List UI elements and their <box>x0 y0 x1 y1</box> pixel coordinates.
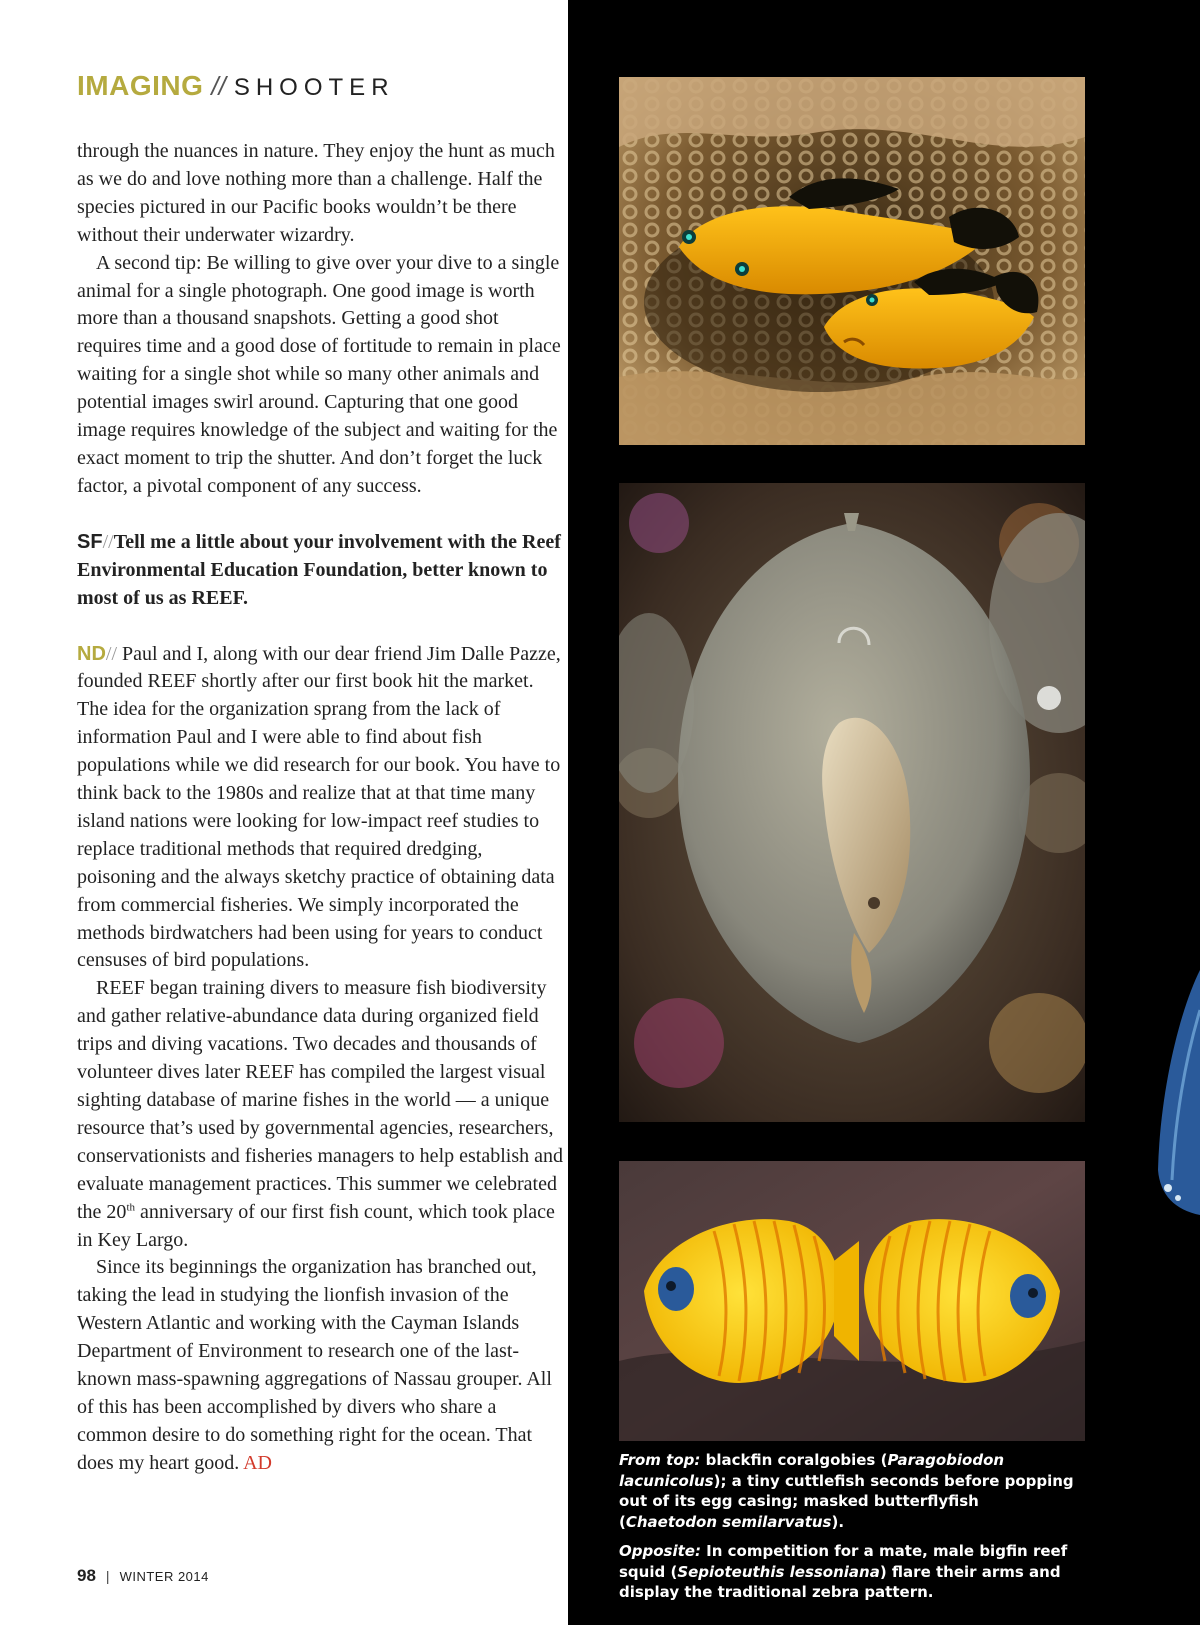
paragraph: A second tip: Be willing to give over your dive to a single animal for a single photograph. One good image is worth more than a thousand snapshots. Getting a good shot requires time and a good dose of fortitude to remain in place waiting for a single shot while so many other animals and potential images swirl around. Capturing that one good image requires knowledge of the subject and waiting for the exact moment to trip the shutter. And don’t forget the luck factor, a pivotal component of any success. <box>77 251 561 497</box>
footer-separator: | <box>105 1568 110 1584</box>
page-number: 98 <box>77 1566 96 1585</box>
question-slash: // <box>102 530 114 553</box>
cuttlefish-egg-image <box>619 483 1085 1122</box>
answer-text: REEF began training divers to measure fish biodiversity and gather relative-abundance data during organized field trips and diving vacations. Two decades and thousands of volunteer dives later REEF has compiled the largest visual sighting database of marine fishes in the world — a unique resource that’s used by governmental agencies, researchers, conservationists and fisheries managers to help establish and evaluate management practices. This summer we celebrated the 20 <box>77 977 563 1223</box>
photo-column <box>568 0 1200 1625</box>
ordinal-suffix: th <box>126 1200 135 1213</box>
photo-caption <box>619 1450 1079 1603</box>
issue-label: WINTER 2014 <box>119 1569 209 1584</box>
caption-from-top <box>619 1450 1079 1532</box>
interview-answer <box>77 641 565 976</box>
caption-text: In competition for a mate, male bigfin reef squid ( <box>619 1542 1068 1581</box>
caption-text: blackfin coralgobies ( <box>700 1451 888 1469</box>
species-name: Paragobiodon lacunicolus <box>619 1451 1005 1490</box>
paragraph <box>77 975 565 1254</box>
answer-text: Paul and I, along with our dear friend Jim Dalle Pazze, founded REEF shortly after our first book hit the market. The idea for the organization sprang from the lack of information Paul and I were able to find about fish populations while we did research for our book. You have to think back to the 1980s and realize that at that time many island nations were looking for low-impact reef studies to replace traditional methods that required dredging, poisoning and the always sketchy practice of obtaining data from commercial fisheries. We simply incorporated the methods birdwatchers had been using for years to conduct censuses of bird populations. <box>77 642 561 972</box>
species-name: Sepioteuthis lessoniana <box>677 1562 880 1581</box>
paragraph <box>77 1254 565 1477</box>
end-mark: AD <box>243 1451 272 1474</box>
species-name: Chaetodon semilarvatus <box>625 1512 832 1531</box>
caption-opposite <box>619 1541 1079 1603</box>
question-text: Tell me a little about your involvement with the Reef Environmental Education Foundation, better known to most of us as REEF. <box>77 530 561 609</box>
answer-slash: // <box>105 642 118 665</box>
answer-text: Since its beginnings the organization has branched out, taking the lead in studying the lionfish invasion of the Western Atlantic and working with the Cayman Islands Department of Environment to research one of the last-known mass-spawning aggregations of Nassau grouper. All of this has been accomplished by divers who share a common desire to do something right for the ocean. That does my heart good. <box>77 1256 552 1474</box>
coralgobies-photo <box>619 77 1085 445</box>
caption-text: ) flare their arms and display the traditional zebra pattern. <box>619 1562 1061 1601</box>
column-name: SHOOTER <box>233 74 395 101</box>
question-marker: SF <box>77 530 103 553</box>
interview-question <box>77 529 565 613</box>
article-body <box>77 138 565 1478</box>
caption-lead: From top: <box>619 1451 701 1469</box>
cuttlefish-egg-photo <box>619 483 1085 1122</box>
section-header <box>77 70 395 102</box>
caption-text: ); a tiny cuttlefish seconds before popping out of its egg casing; masked butterflyfish ( <box>619 1471 1074 1531</box>
caption-lead: Opposite: <box>619 1542 701 1560</box>
answer-text: anniversary of our first fish count, which took place in Key Largo. <box>77 1200 555 1251</box>
paragraph: through the nuances in nature. They enjoy the hunt as much as we do and love nothing more than a challenge. Half the species pictured in our Pacific books wouldn’t be there without their underwater wizardry. <box>77 140 555 246</box>
coralgobies-image <box>619 77 1085 445</box>
squid-edge-image <box>1150 970 1200 1220</box>
section-name: IMAGING <box>77 70 204 101</box>
butterflyfish-photo <box>619 1161 1085 1441</box>
caption-text: ). <box>831 1512 845 1531</box>
answer-marker: ND <box>77 642 106 665</box>
text-column <box>0 0 568 1625</box>
header-separator: // <box>211 71 226 101</box>
page-footer <box>77 1566 209 1586</box>
butterflyfish-image <box>619 1161 1085 1441</box>
